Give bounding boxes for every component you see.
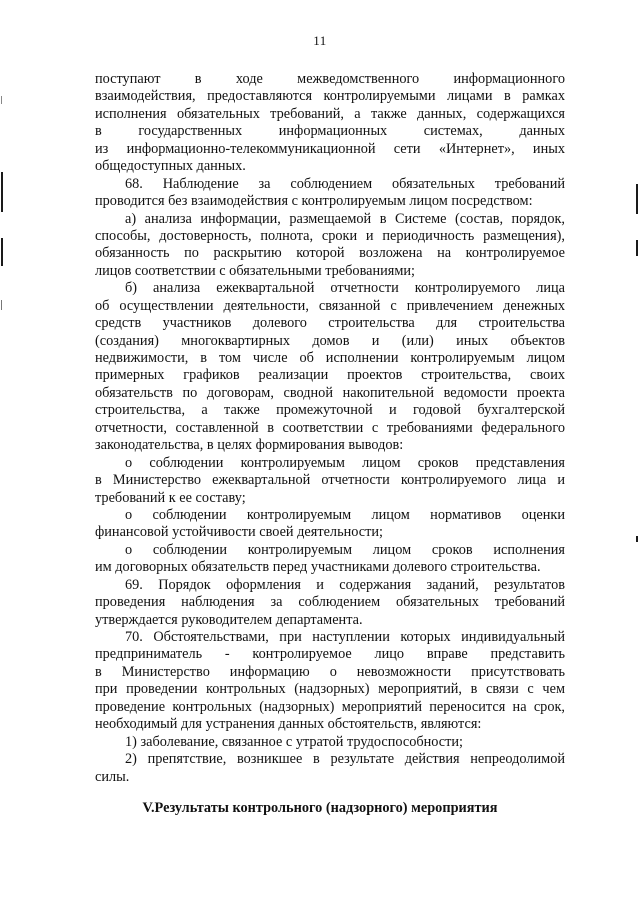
text-line: исполнения обязательных требований, а также данных, содержащихся — [95, 105, 565, 122]
text-line: строительства, а также промежуточной и годовой бухгалтерской — [95, 402, 565, 419]
text-line: в Министерство ежеквартальной отчетности контролируемого лица и — [95, 472, 565, 489]
text-line: предприниматель - контролируемое лицо вправе представить — [95, 646, 565, 663]
scan-artifact-mark — [1, 238, 3, 266]
text-line: силы. — [95, 768, 130, 785]
text-line: необходимый для устранения данных обстоятельств, являются: — [95, 716, 482, 733]
text-line: утверждается руководителем департамента. — [95, 611, 363, 628]
text-line: о соблюдении контролируемым лицом нормативов оценки — [125, 506, 565, 523]
text-line: б) анализа ежеквартальной отчетности контролируемого лица — [125, 280, 565, 297]
page-number: 11 — [313, 33, 327, 48]
text-line: недвижимости, в том числе об исполнении контролируемым лицом — [95, 350, 565, 366]
scan-artifact-mark — [1, 300, 2, 310]
text-line: способы, достоверность, полнота, сроки и периодичность размещения), — [95, 227, 565, 244]
text-line: 69. Порядок оформления и содержания заданий, результатов — [125, 576, 565, 593]
text-line: (создания) многоквартирных домов и (или) иных объектов — [95, 332, 565, 349]
text-line: средств участников долевого строительства для строительства — [95, 315, 565, 332]
text-line: лицов соответствии с обязательными требованиями; — [95, 262, 416, 279]
text-line: отчетности, составленной в соответствии с требованиями федерального — [95, 419, 565, 436]
text-line: требований к ее составу; — [95, 489, 246, 506]
text-line: в Министерство информацию о невозможности присутствовать — [95, 663, 565, 680]
text-line: проведения наблюдения за соблюдением обязательных требований — [95, 594, 565, 611]
document-body-text — [95, 71, 565, 786]
text-line: о соблюдении контролируемым лицом сроков исполнения — [125, 541, 565, 558]
text-line: им договорных обязательств перед участниками долевого строительства. — [95, 559, 541, 576]
text-line: а) анализа информации, размещаемой в Системе (состав, порядок, — [125, 210, 565, 227]
text-line: об осуществлении деятельности, связанной с привлечением денежных — [95, 297, 565, 314]
text-line: проведение контрольных (надзорных) мероприятий переносится на срок, — [95, 698, 565, 715]
text-line: при проведении контрольных (надзорных) мероприятий, в связи с чем — [95, 681, 565, 698]
scan-artifact-mark — [1, 96, 2, 104]
text-line: примерных графиков реализации проектов строительства, своих — [95, 367, 565, 384]
scan-artifact-mark — [636, 240, 638, 256]
text-line: поступают в ходе межведомственного информационного — [95, 71, 565, 87]
text-line: взаимодействия, предоставляются контролируемыми лицами в рамках — [95, 88, 565, 105]
text-line: 2) препятствие, возникшее в результате действия непреодолимой — [125, 751, 565, 768]
text-line: общедоступных данных. — [95, 158, 246, 175]
text-line: о соблюдении контролируемым лицом сроков представления — [125, 454, 565, 471]
text-line: из информационно-телекоммуникационной сети «Интернет», иных — [95, 140, 565, 157]
text-line: в государственных информационных системах, данных — [95, 123, 565, 140]
text-line: проводится без взаимодействия с контролируемым лицом посредством: — [95, 193, 533, 210]
section-heading: V.Результаты контрольного (надзорного) мероприятия — [142, 800, 498, 816]
text-line: 68. Наблюдение за соблюдением обязательных требований — [125, 175, 565, 192]
scan-artifact-mark — [636, 184, 638, 214]
scan-artifact-mark — [1, 172, 3, 212]
text-line: обязанность по раскрытию которой возложена на контролируемое — [95, 245, 565, 262]
text-line: обязательств по договорам, сводной накопительной ведомости проекта — [95, 384, 565, 401]
scan-artifact-mark — [636, 536, 638, 542]
text-line: финансовой устойчивости своей деятельности; — [95, 524, 383, 541]
text-line: законодательства, в целях формирования выводов: — [95, 437, 404, 454]
text-line: 1) заболевание, связанное с утратой трудоспособности; — [125, 733, 464, 750]
text-line: 70. Обстоятельствами, при наступлении которых индивидуальный — [125, 629, 565, 645]
